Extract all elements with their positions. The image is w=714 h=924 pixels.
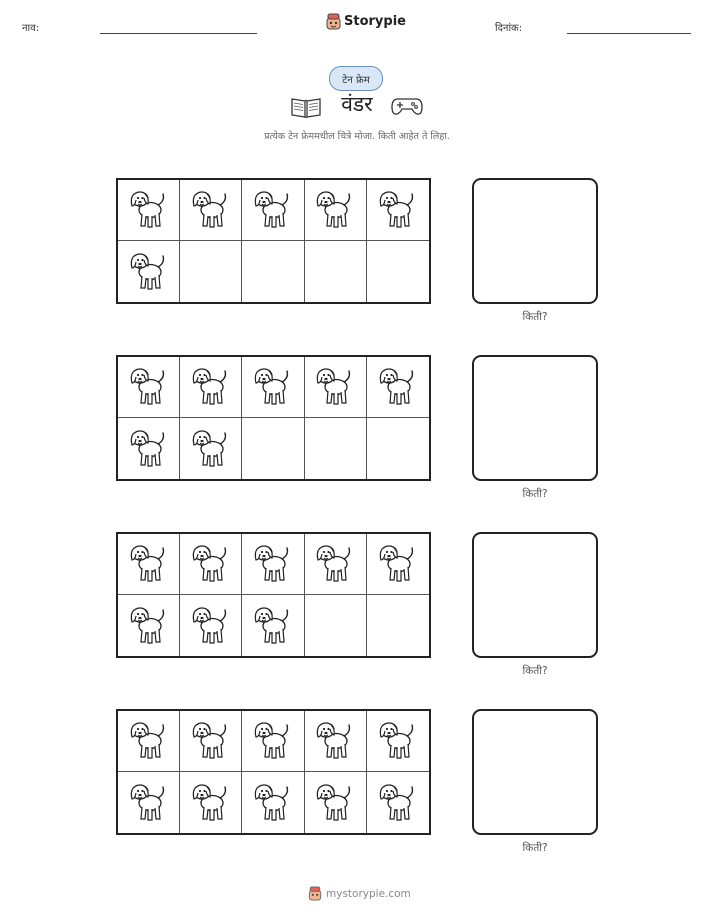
ten-frame-cell <box>367 418 429 479</box>
puppy-icon <box>314 539 356 589</box>
brand-logo <box>326 13 406 30</box>
ten-frame-cell <box>367 180 429 241</box>
book-icon <box>290 95 322 119</box>
ten-frame-cell <box>242 241 304 302</box>
footer-url: mystorypie.com <box>326 887 411 900</box>
ten-frame-cell <box>180 180 242 241</box>
puppy-icon <box>377 185 419 235</box>
ten-frame-cell <box>305 772 367 833</box>
puppy-icon <box>190 424 232 474</box>
ten-frame-cell <box>118 241 180 302</box>
ten-frame-cell <box>180 711 242 772</box>
ten-frame-4 <box>116 709 431 835</box>
ten-frame-3 <box>116 532 431 658</box>
puppy-icon <box>377 362 419 412</box>
worksheet-title: वंडर <box>341 92 373 116</box>
instructions: प्रत्येक टेन फ्रेममधील चित्रे मोजा. किती आहेत ते लिहा. <box>264 131 450 142</box>
ten-frame-cell <box>118 772 180 833</box>
ten-frame-cell <box>242 534 304 595</box>
puppy-icon <box>252 185 294 235</box>
question-label-2: किती? <box>522 488 548 500</box>
puppy-icon <box>128 716 170 766</box>
ten-frame-2 <box>116 355 431 481</box>
puppy-icon <box>252 778 294 828</box>
ten-frame-cell <box>118 595 180 656</box>
ten-frame-cell <box>367 534 429 595</box>
puppy-icon <box>252 716 294 766</box>
puppy-icon <box>128 601 170 651</box>
ten-frame-cell <box>242 711 304 772</box>
topic-badge: टेन फ्रेम <box>329 66 383 91</box>
ten-frame-cell <box>118 357 180 418</box>
puppy-icon <box>314 778 356 828</box>
ten-frame-cell <box>367 241 429 302</box>
gamepad-icon <box>390 95 424 117</box>
name-field[interactable] <box>100 33 257 34</box>
ten-frame-cell <box>305 595 367 656</box>
puppy-icon <box>190 716 232 766</box>
puppy-icon <box>377 778 419 828</box>
question-label-1: किती? <box>522 311 548 323</box>
puppy-icon <box>190 185 232 235</box>
ten-frame-cell <box>242 772 304 833</box>
ten-frame-cell <box>118 418 180 479</box>
answer-box-2[interactable] <box>472 355 598 481</box>
ten-frame-1 <box>116 178 431 304</box>
question-label-4: किती? <box>522 842 548 854</box>
ten-frame-cell <box>242 595 304 656</box>
puppy-icon <box>128 539 170 589</box>
puppy-icon <box>190 601 232 651</box>
puppy-icon <box>128 185 170 235</box>
ten-frame-cell <box>305 180 367 241</box>
ten-frame-cell <box>305 418 367 479</box>
ten-frame-cell <box>242 418 304 479</box>
ten-frame-cell <box>367 772 429 833</box>
footer <box>308 886 411 901</box>
ten-frame-cell <box>305 241 367 302</box>
ten-frame-cell <box>180 241 242 302</box>
puppy-icon <box>252 601 294 651</box>
ten-frame-cell <box>305 534 367 595</box>
name-label: नाव: <box>22 23 40 34</box>
puppy-icon <box>128 247 170 297</box>
puppy-icon <box>128 362 170 412</box>
ten-frame-cell <box>180 534 242 595</box>
puppy-icon <box>190 539 232 589</box>
ten-frame-cell <box>367 357 429 418</box>
puppy-icon <box>252 362 294 412</box>
storypie-footer-logo-icon <box>308 886 322 901</box>
puppy-icon <box>314 362 356 412</box>
puppy-icon <box>190 362 232 412</box>
ten-frame-cell <box>118 180 180 241</box>
ten-frame-cell <box>180 595 242 656</box>
ten-frame-cell <box>118 711 180 772</box>
puppy-icon <box>128 778 170 828</box>
puppy-icon <box>128 424 170 474</box>
puppy-icon <box>190 778 232 828</box>
brand-name: Storypie <box>344 14 406 29</box>
ten-frame-cell <box>305 357 367 418</box>
puppy-icon <box>314 716 356 766</box>
date-label: दिनांक: <box>495 23 523 34</box>
ten-frame-cell <box>180 357 242 418</box>
ten-frame-cell <box>242 357 304 418</box>
ten-frame-cell <box>305 711 367 772</box>
puppy-icon <box>314 185 356 235</box>
answer-box-3[interactable] <box>472 532 598 658</box>
date-field[interactable] <box>567 33 691 34</box>
puppy-icon <box>377 716 419 766</box>
puppy-icon <box>377 539 419 589</box>
answer-box-4[interactable] <box>472 709 598 835</box>
answer-box-1[interactable] <box>472 178 598 304</box>
ten-frame-cell <box>367 595 429 656</box>
ten-frame-cell <box>180 418 242 479</box>
question-label-3: किती? <box>522 665 548 677</box>
ten-frame-cell <box>118 534 180 595</box>
ten-frame-cell <box>242 180 304 241</box>
puppy-icon <box>252 539 294 589</box>
ten-frame-cell <box>180 772 242 833</box>
storypie-logo-icon <box>326 13 341 30</box>
ten-frame-cell <box>367 711 429 772</box>
